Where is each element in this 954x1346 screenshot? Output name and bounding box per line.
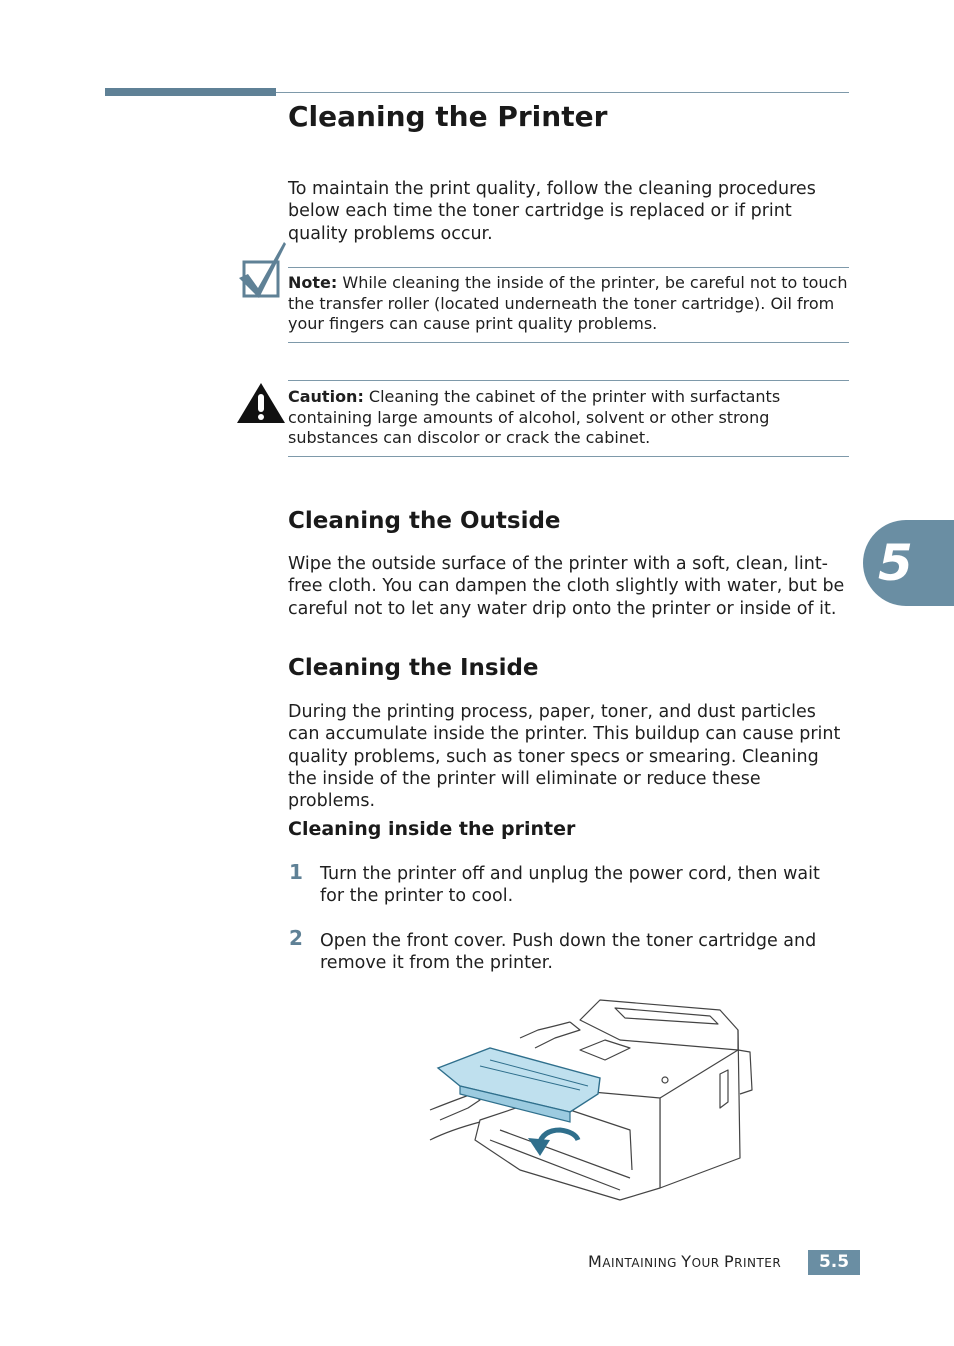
intro-paragraph: To maintain the print quality, follow the cleaning procedures below each time the toner cartridge is replaced or if print quality problems occur. [288, 179, 816, 244]
page-title: Cleaning the Printer [288, 100, 608, 133]
caution-top-rule [288, 380, 849, 381]
footer-letter: M [588, 1252, 603, 1271]
step-text: Turn the printer off and unplug the power cord, then wait for the printer to cool. [320, 864, 820, 907]
checkmark-note-icon [236, 240, 288, 302]
footer-section-title [588, 1252, 781, 1271]
procedure-heading: Cleaning inside the printer [288, 818, 576, 840]
footer-smallcaps: AINTAINING [602, 1256, 682, 1270]
step-text: Open the front cover. Push down the toner cartridge and remove it from the printer. [320, 931, 817, 974]
caution-text: Cleaning the cabinet of the printer with surfactants containing large amounts of alcohol, solvent or other strong substances can discolor or crack the cabinet. [288, 387, 781, 448]
footer-smallcaps: OUR [691, 1256, 724, 1270]
step-number: 2 [289, 926, 303, 950]
inside-paragraph: During the printing process, paper, toner, and dust particles can accumulate inside the printer. This buildup can cause print quality problems, such as toner specs or smearing. Cleaning the inside of the printer will eliminate or reduce these problems. [288, 702, 841, 812]
caution-paragraph [288, 387, 850, 449]
caution-bottom-rule [288, 456, 849, 457]
header-rule-thin [276, 92, 849, 93]
footer-letter: P [723, 1252, 735, 1271]
note-top-rule [288, 267, 849, 268]
note-text: While cleaning the inside of the printer, be careful not to touch the transfer roller (located underneath the toner cartridge). Oil from your fingers can cause print quality problems. [288, 273, 848, 334]
warning-triangle-icon [236, 382, 286, 424]
note-paragraph [288, 273, 850, 335]
header-rule-thick [105, 88, 276, 96]
outside-paragraph: Wipe the outside surface of the printer with a soft, clean, lint-free cloth. You can dampen the cloth slightly with water, but be careful not to let any water drip onto the printer or inside of it. [288, 554, 845, 619]
footer-smallcaps: RINTER [734, 1256, 782, 1270]
page-number: 5.5 [808, 1250, 860, 1275]
note-bottom-rule [288, 342, 849, 343]
caution-label: Caution: [288, 387, 364, 406]
outside-heading: Cleaning the Outside [288, 508, 561, 534]
footer-letter: Y [681, 1252, 692, 1271]
step-number: 1 [289, 860, 303, 884]
printer-cartridge-illustration [420, 990, 760, 1215]
inside-heading: Cleaning the Inside [288, 655, 539, 681]
note-label: Note: [288, 273, 338, 292]
chapter-number: 5 [878, 534, 913, 592]
